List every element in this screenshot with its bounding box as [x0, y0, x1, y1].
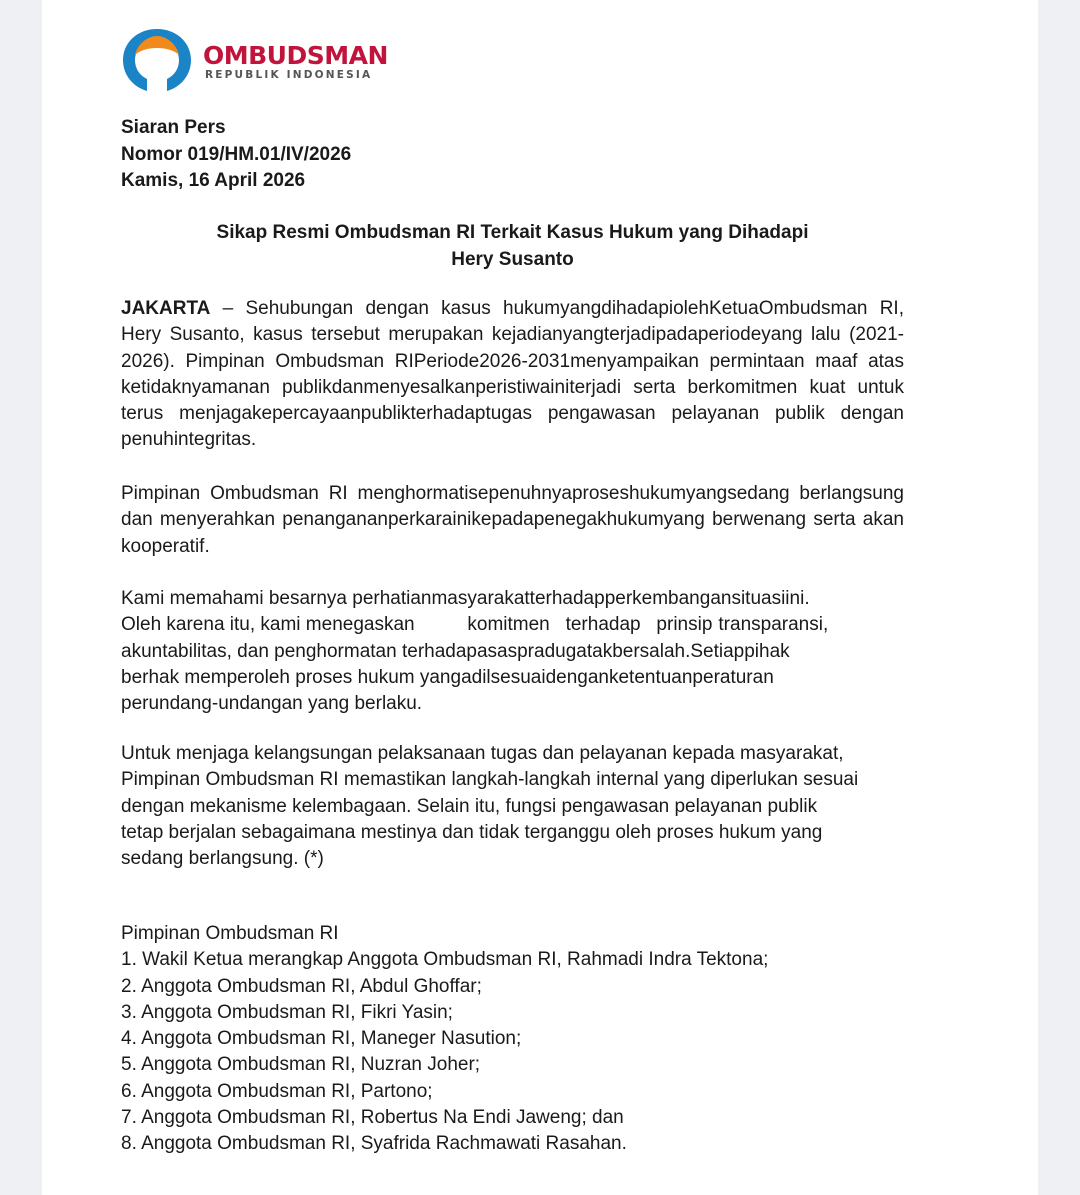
logo-subtitle: REPUBLIK INDONESIA — [205, 69, 373, 81]
title-line-1: Sikap Resmi Ombudsman RI Terkait Kasus Hukum yang Dihadapi — [216, 222, 809, 243]
signatories-heading: Pimpinan Ombudsman RI — [121, 923, 339, 944]
dateline: JAKARTA — [121, 298, 211, 319]
paragraph-3-line-5: perundang-undangan yang berlaku. — [121, 693, 423, 715]
title-line-2: Hery Susanto — [451, 248, 574, 270]
paragraph-4-line: dengan mekanisme kelembagaan. Selain itu, fungsi pengawasan pelayanan publik — [121, 795, 818, 817]
paragraph-4 — [121, 741, 904, 872]
release-type: Siaran Pers — [121, 117, 226, 138]
press-release-title — [121, 220, 904, 273]
ombudsman-emblem-icon — [121, 27, 193, 93]
signatory-item: 6. Anggota Ombudsman RI, Partono; — [121, 1080, 433, 1102]
paragraph-4-line: tetap berjalan sebagaimana mestinya dan tidak terganggu oleh proses hukum yang — [121, 821, 823, 843]
signatory-item: 4. Anggota Ombudsman RI, Maneger Nasution; — [121, 1028, 522, 1050]
paragraph-4-line: Untuk menjaga kelangsungan pelaksanaan tugas dan pelayanan kepada masyarakat, — [121, 743, 844, 764]
paragraph-1-text: – Sehubungan dengan kasus hukumyangdihadapiolehKetuaOmbudsman RI, Hery Susanto, kasus tersebut merupakan kejadianyangterjadipadaperiodeyang lalu (2021-2026). Pimpinan Ombudsman RIPeriode2026-2031menyampaikan permintaan maaf atas ketidaknyamanan publikdanmenyesalkanperistiwainiterjadi serta berkomitmen kuat untuk terus menjagakepercayaanpublikterhadaptugas pengawasan pelayanan publik dengan penuhintegritas. — [121, 298, 904, 451]
paragraph-3-line-2 — [121, 612, 904, 638]
paragraph-3-line-1: Kami memahami besarnya perhatianmasyarakatterhadapperkembangansituasiini. — [121, 588, 810, 609]
signatory-item: 2. Anggota Ombudsman RI, Abdul Ghoffar; — [121, 975, 482, 997]
signatory-item: 1. Wakil Ketua merangkap Anggota Ombudsman RI, Rahmadi Indra Tektona; — [121, 949, 769, 971]
ombudsman-logo — [121, 27, 388, 93]
signatory-item: 5. Anggota Ombudsman RI, Nuzran Joher; — [121, 1054, 481, 1076]
press-release-header — [121, 115, 904, 195]
paragraph-3 — [121, 586, 904, 717]
paragraph-4-line: sedang berlangsung. (*) — [121, 848, 324, 870]
signatory-item: 3. Anggota Ombudsman RI, Fikri Yasin; — [121, 1001, 453, 1023]
signatory-item: 7. Anggota Ombudsman RI, Robertus Na Endi Jaweng; dan — [121, 1107, 624, 1129]
paragraph-4-line: Pimpinan Ombudsman RI memastikan langkah-langkah internal yang diperlukan sesuai — [121, 769, 859, 791]
paragraph-3-line-2-main: Oleh karena itu, kami menegaskan komitmen terhadap prinsip — [121, 614, 713, 636]
release-date: Kamis, 16 April 2026 — [121, 170, 306, 191]
paragraph-1 — [121, 296, 904, 454]
paragraph-3-line-2-tail: transparansi, — [718, 614, 829, 636]
logo-name: OMBUDSMAN — [203, 41, 388, 70]
signatory-item: 8. Anggota Ombudsman RI, Syafrida Rachmawati Rasahan. — [121, 1133, 627, 1155]
signatories — [121, 921, 904, 1158]
paragraph-3-line-3: akuntabilitas, dan penghormatan terhadapasaspradugatakbersalah.Setiappihak — [121, 640, 790, 662]
release-number: Nomor 019/HM.01/IV/2026 — [121, 143, 352, 165]
paragraph-3-line-4: berhak memperoleh proses hukum yangadilsesuaidenganketentuanperaturan — [121, 666, 774, 688]
paragraph-2: Pimpinan Ombudsman RI menghormatisepenuhnyaproseshukumyangsedang berlangsung dan menyerahkan penanganan​perkarainikepadapenegakhukumyang berwenang serta akan kooperatif. — [121, 483, 904, 557]
